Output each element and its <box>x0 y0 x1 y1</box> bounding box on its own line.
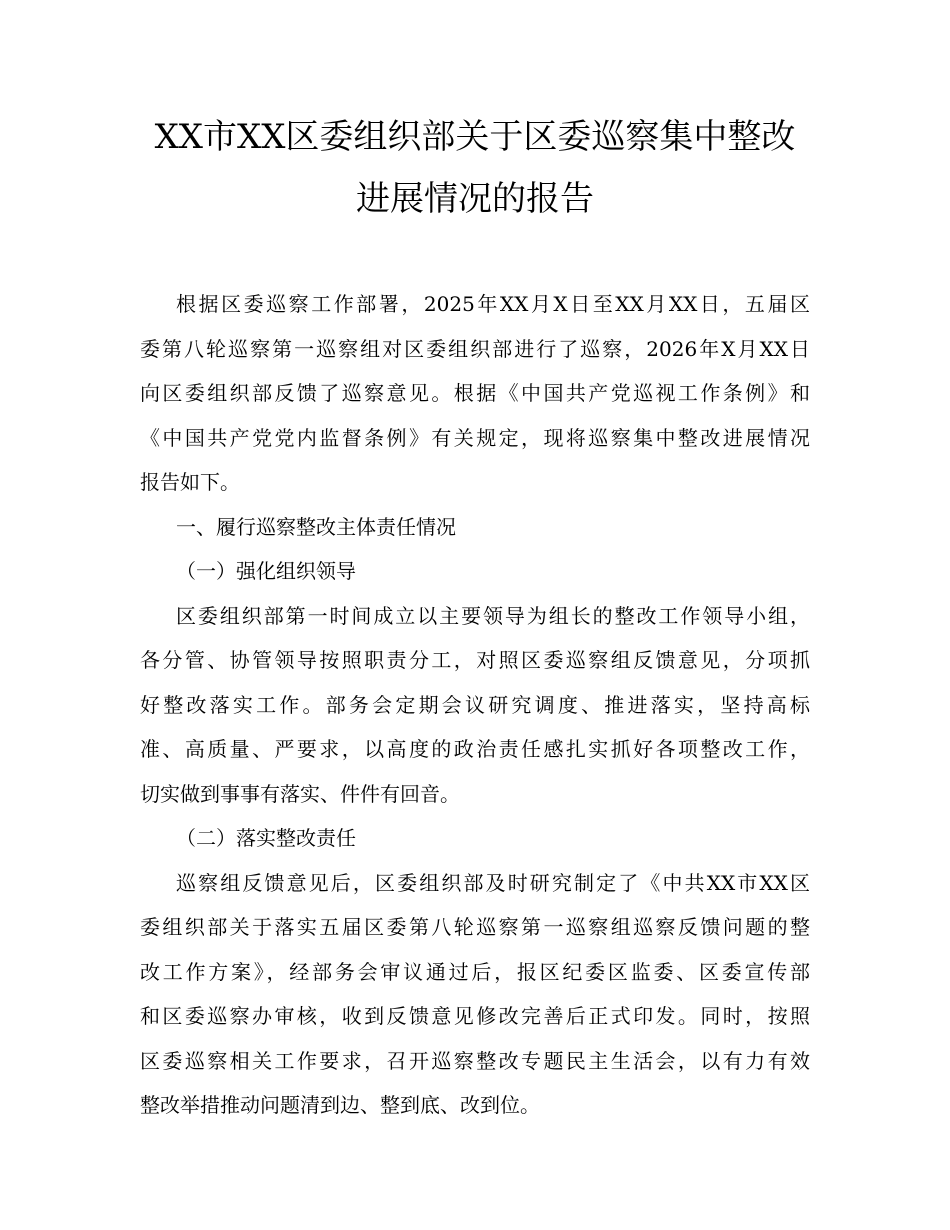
paragraph-line: 区委巡察相关工作要求，召开巡察整改专题民主生活会，以有力有效 <box>140 1048 810 1073</box>
document-page <box>140 106 810 1128</box>
paragraph-line: 根据区委巡察工作部署，2025年XX月X日至XX月XX日，五届区 <box>176 292 810 316</box>
paragraph-line: 改工作方案》，经部务会审议通过后，报区纪委区监委、区委宣传部 <box>140 959 810 984</box>
paragraph-line: 《中国共产党党内监督条例》有关规定，现将巡察集中整改进展情况 <box>140 425 810 450</box>
heading-text: （一）强化组织领导 <box>176 559 356 583</box>
paragraph-intro <box>140 282 810 505</box>
document-title <box>140 106 810 230</box>
paragraph-line: 区委组织部第一时间成立以主要领导为组长的整改工作领导小组， <box>176 603 810 628</box>
paragraph-line: 和区委巡察办审核，收到反馈意见修改完善后正式印发。同时，按照 <box>140 1004 810 1028</box>
document-body <box>140 282 810 1128</box>
heading-text: 一、履行巡察整改主体责任情况 <box>176 514 456 539</box>
paragraph-line: 巡察组反馈意见后，区委组织部及时研究制定了《中共XX市XX区 <box>176 870 810 895</box>
paragraph-line: 切实做到事事有落实、件件有回音。 <box>140 781 460 806</box>
subsection-heading <box>140 816 810 861</box>
paragraph-line: 委组织部关于落实五届区委第八轮巡察第一巡察组巡察反馈问题的整 <box>140 915 810 939</box>
section-heading <box>140 505 810 550</box>
subsection-heading <box>140 549 810 594</box>
paragraph-line: 各分管、协管领导按照职责分工，对照区委巡察组反馈意见，分项抓 <box>140 648 810 672</box>
paragraph-responsibility <box>140 861 810 1128</box>
title-line: XX市XX区委组织部关于区委巡察集中整改 <box>154 117 796 157</box>
paragraph-line: 整改举措推动问题清到边、整到底、改到位。 <box>140 1093 540 1117</box>
title-line: 进展情况的报告 <box>356 179 594 219</box>
paragraph-line: 委第八轮巡察第一巡察组对区委组织部进行了巡察，2026年X月XX日 <box>140 336 810 361</box>
paragraph-line: 向区委组织部反馈了巡察意见。根据《中国共产党巡视工作条例》和 <box>140 381 810 405</box>
paragraph-leadership <box>140 594 810 817</box>
paragraph-line: 准、高质量、严要求，以高度的政治责任感扎实抓好各项整改工作， <box>140 737 810 761</box>
paragraph-line: 好整改落实工作。部务会定期会议研究调度、推进落实，坚持高标 <box>140 692 810 717</box>
heading-text: （二）落实整改责任 <box>176 826 356 850</box>
paragraph-line: 报告如下。 <box>140 470 240 494</box>
